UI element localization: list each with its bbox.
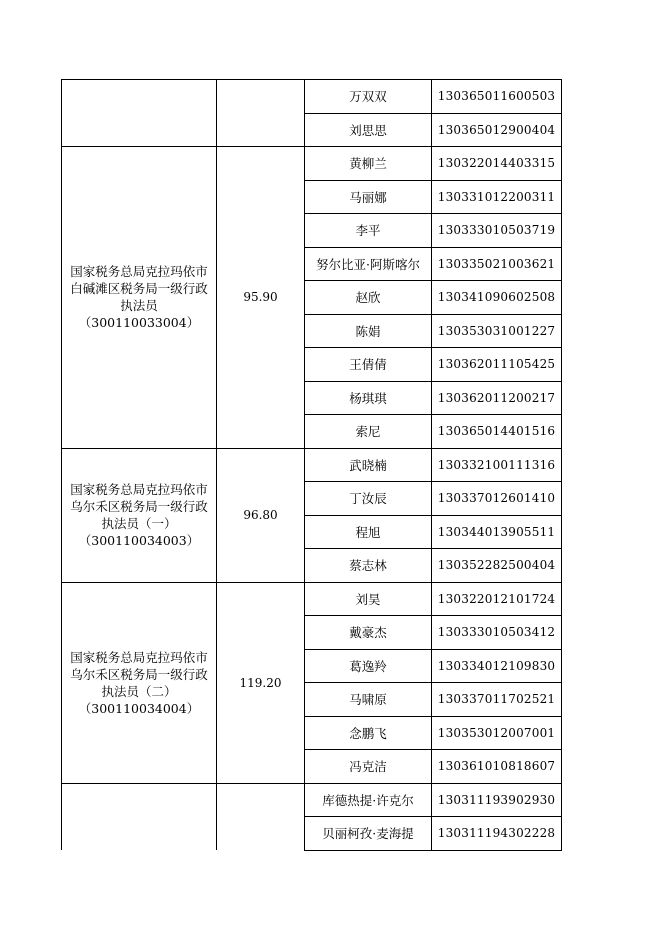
score-cell: 95.90 (217, 147, 305, 449)
table-row (62, 147, 562, 181)
candidate-id: 130344013905511 (432, 515, 562, 549)
position-line: 执法员（一） (101, 516, 177, 531)
position-line: （300110034004） (78, 700, 200, 716)
position-line: 乌尔禾区税务局一级行政 (70, 666, 208, 682)
position-cell (62, 783, 217, 850)
candidate-id: 130365012900404 (432, 113, 562, 147)
candidate-id: 130333010503412 (432, 616, 562, 650)
candidate-id: 130341090602508 (432, 281, 562, 315)
candidate-name: 程旭 (305, 515, 432, 549)
candidate-id: 130353012007001 (432, 716, 562, 750)
position-cell (62, 448, 217, 582)
candidate-name: 葛逸羚 (305, 649, 432, 683)
candidate-id: 130361010818607 (432, 750, 562, 784)
table-row (62, 80, 562, 114)
candidate-name: 贝丽柯孜·麦海提 (305, 817, 432, 851)
position-cell (62, 582, 217, 783)
candidate-name: 杨琪琪 (305, 381, 432, 415)
position-line: 白碱滩区税务局一级行政 (70, 281, 208, 297)
position-line: 执法员（二） (101, 683, 177, 699)
candidate-name: 刘思思 (305, 113, 432, 147)
candidate-id: 130362011105425 (432, 348, 562, 382)
candidate-name: 蔡志林 (305, 549, 432, 583)
candidate-name: 万双双 (305, 80, 432, 114)
candidate-id: 130333010503719 (432, 214, 562, 248)
candidate-name: 黄柳兰 (305, 147, 432, 181)
candidate-id: 130365011600503 (432, 80, 562, 114)
candidate-id: 130337012601410 (432, 482, 562, 516)
candidate-id: 130311193902930 (432, 783, 562, 817)
position-cell (62, 147, 217, 449)
candidate-name: 陈娟 (305, 314, 432, 348)
candidate-id: 130311194302228 (432, 817, 562, 851)
position-line: 乌尔禾区税务局一级行政 (70, 499, 208, 514)
candidate-id: 130353031001227 (432, 314, 562, 348)
candidate-name: 马丽娜 (305, 180, 432, 214)
results-table-body (62, 80, 562, 851)
candidate-name: 库德热提·许克尔 (305, 783, 432, 817)
candidate-name: 冯克洁 (305, 750, 432, 784)
candidate-name: 王倩倩 (305, 348, 432, 382)
position-line: （300110033004） (78, 315, 200, 331)
table-row (62, 448, 562, 482)
candidate-id: 130335021003621 (432, 247, 562, 281)
position-line: 国家税务总局克拉玛依市 (70, 649, 208, 665)
candidate-id: 130334012109830 (432, 649, 562, 683)
position-line: 国家税务总局克拉玛依市 (70, 482, 208, 497)
position-line: 执法员 (120, 298, 158, 314)
candidate-id: 130362011200217 (432, 381, 562, 415)
candidate-name: 念鹏飞 (305, 716, 432, 750)
candidate-id: 130365014401516 (432, 415, 562, 449)
results-table (61, 79, 562, 851)
candidate-name: 李平 (305, 214, 432, 248)
candidate-name: 丁汝辰 (305, 482, 432, 516)
candidate-name: 赵欣 (305, 281, 432, 315)
candidate-name: 刘昊 (305, 582, 432, 616)
score-cell: 96.80 (217, 448, 305, 582)
candidate-name: 武晓楠 (305, 448, 432, 482)
candidate-id: 130352282500404 (432, 549, 562, 583)
candidate-id: 130322014403315 (432, 147, 562, 181)
table-row (62, 783, 562, 817)
results-sheet (61, 79, 562, 851)
score-cell: 119.20 (217, 582, 305, 783)
score-cell (217, 783, 305, 850)
candidate-id: 130332100111316 (432, 448, 562, 482)
position-line: （300110034003） (78, 533, 200, 548)
score-cell (217, 80, 305, 147)
position-cell (62, 80, 217, 147)
candidate-id: 130337011702521 (432, 683, 562, 717)
table-row (62, 582, 562, 616)
candidate-name: 戴豪杰 (305, 616, 432, 650)
position-line: 国家税务总局克拉玛依市 (70, 264, 208, 280)
candidate-name: 索尼 (305, 415, 432, 449)
candidate-name: 努尔比亚·阿斯喀尔 (305, 247, 432, 281)
candidate-id: 130322012101724 (432, 582, 562, 616)
candidate-name: 马啸原 (305, 683, 432, 717)
candidate-id: 130331012200311 (432, 180, 562, 214)
